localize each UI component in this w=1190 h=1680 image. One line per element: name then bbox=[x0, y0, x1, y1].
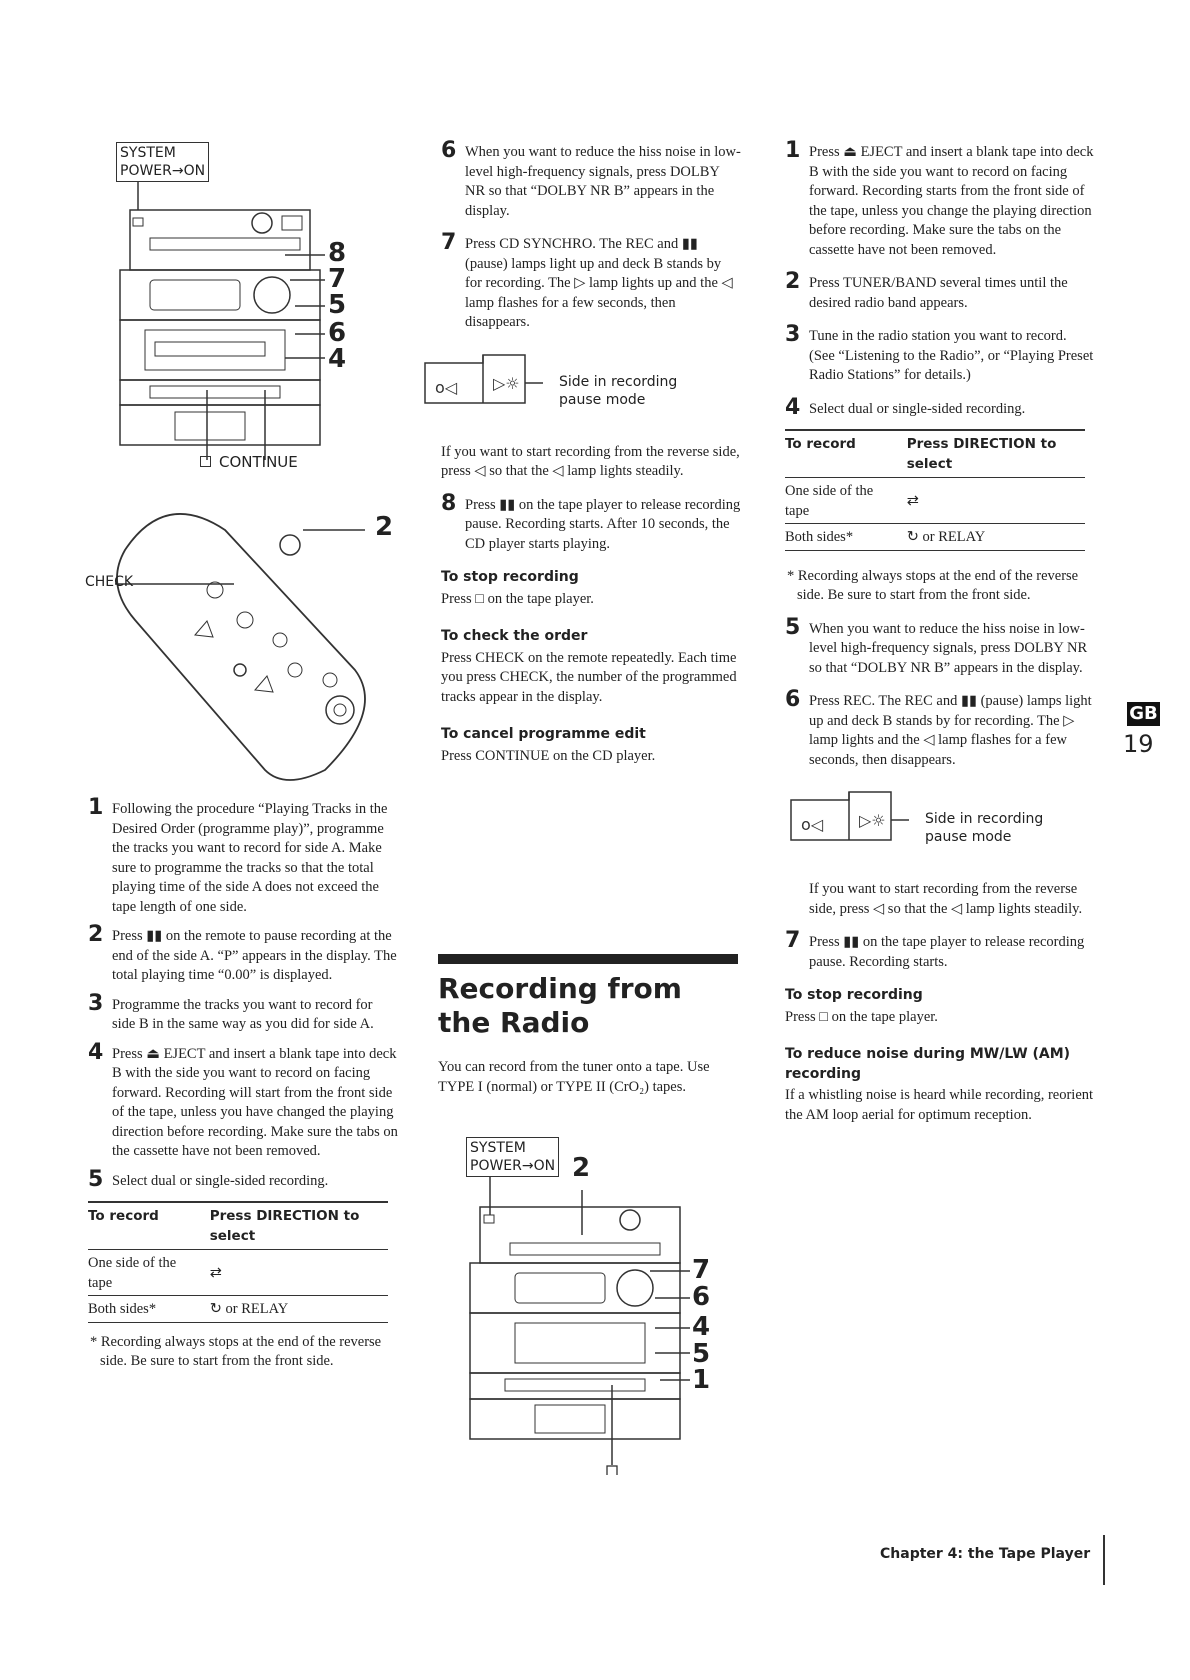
reduce-noise-text: If a whistling noise is heard while recording, reorient the AM loop aerial for optimum reception. bbox=[785, 1087, 1094, 1123]
step-text: Press TUNER/BAND several times until the desired radio band appears. bbox=[809, 275, 1068, 311]
pause-mode-label: Side in recording pause mode bbox=[559, 373, 678, 408]
table-header-direction: Press DIRECTION to select bbox=[192, 1202, 388, 1250]
right-step-4 bbox=[785, 394, 1095, 420]
page-number: 19 bbox=[1123, 730, 1154, 758]
step-text: Press REC. The REC and ▮▮ (pause) lamps light up and deck B stands by for recording. The ▷ lamp lights and the ◁ lamp flashes for a few seconds, then disappears. bbox=[809, 693, 1092, 768]
mid-step-6 bbox=[441, 138, 741, 221]
remote-diagram bbox=[85, 490, 395, 800]
step-number: 1 bbox=[88, 795, 104, 820]
step-number: 6 bbox=[785, 687, 801, 712]
mid-step-8 bbox=[441, 490, 741, 555]
table-row bbox=[88, 1296, 388, 1323]
step-text: Programme the tracks you want to record for side B in the same way as you did for side A. bbox=[112, 996, 374, 1032]
stop-recording-text: Press □ on the tape player. bbox=[785, 1008, 938, 1025]
step-text: Tune in the radio station you want to record. (See “Listening to the Radio”, or “Playing Preset Radio Stations” for details.) bbox=[809, 328, 1094, 383]
right-column bbox=[785, 138, 1095, 1125]
svg-text:o◁: o◁ bbox=[801, 815, 824, 834]
callout-4: 4 bbox=[328, 344, 347, 374]
right-step-3 bbox=[785, 322, 1095, 386]
step-number: 5 bbox=[88, 1166, 104, 1192]
table-row bbox=[785, 478, 1085, 524]
table-cell: ↻ or RELAY bbox=[192, 1296, 388, 1323]
continue-label: CONTINUE bbox=[200, 453, 298, 471]
step-text: Following the procedure “Playing Tracks in the Desired Order (programme play)”, programme the tracks you want to record for side A. Make sure to programme the tracks so that the total playing time of the side A does not exceed the tape length of one side. bbox=[112, 801, 388, 915]
lamp-illustration bbox=[789, 790, 919, 850]
callout-5: 5 bbox=[328, 290, 347, 320]
table-row bbox=[88, 1250, 388, 1296]
table-cell: ⇄ bbox=[889, 478, 1085, 524]
system-power-label: SYSTEM POWER→ON bbox=[116, 142, 209, 182]
callout-4: 4 bbox=[692, 1312, 711, 1342]
check-order-heading: To check the order bbox=[441, 628, 588, 644]
left-footnote: * Recording always stops at the end of the reverse side. Be sure to start from the front side. bbox=[90, 1333, 382, 1369]
step-text: Press CD SYNCHRO. The REC and ▮▮ (pause) lamps light up and deck B stands by for recording. The ▷ lamp lights up and the ◁ lamp flashes for a few seconds, then disappears. bbox=[465, 236, 733, 330]
svg-text:▷☼: ▷☼ bbox=[493, 373, 520, 393]
right-step-6 bbox=[785, 687, 1095, 770]
step-text: Press ▮▮ on the tape player to release recording pause. Recording starts. After 10 seconds, the CD player starts playing. bbox=[465, 496, 741, 552]
step-number: 6 bbox=[441, 138, 457, 163]
step-text: When you want to reduce the hiss noise in low-level high-frequency signals, press DOLBY NR so that “DOLBY NR B” appears in the display. bbox=[809, 620, 1088, 676]
left-column bbox=[88, 795, 398, 1382]
right-step-5 bbox=[785, 614, 1095, 679]
step-number: 4 bbox=[785, 394, 801, 420]
table-cell: Both sides* bbox=[785, 524, 889, 551]
step-text: Press ▮▮ on the remote to pause recording at the end of the side A. “P” appears in the display. The total playing time “0.00” is displayed. bbox=[112, 928, 397, 983]
left-step-3 bbox=[88, 990, 398, 1035]
callout-2: 2 bbox=[375, 512, 394, 542]
left-step-4 bbox=[88, 1039, 398, 1162]
right-footnote: * Recording always stops at the end of the reverse side. Be sure to start from the front side. bbox=[787, 567, 1079, 603]
stereo-unit-illustration bbox=[100, 130, 400, 470]
stereo-unit-diagram-top bbox=[100, 130, 400, 470]
reduce-noise-heading: To reduce noise during MW/LW (AM) recording bbox=[785, 1046, 1071, 1082]
left-step-5 bbox=[88, 1166, 398, 1192]
step-text: Press ⏏ EJECT and insert a blank tape into deck B with the side you want to record on facing forward. Recording will start from the front side of the tape, unless you have changed the playing direction before recording. Make sure the tabs on the cassette have not been removed. bbox=[112, 1045, 398, 1159]
language-tab: GB bbox=[1127, 702, 1160, 726]
svg-text:▷☼: ▷☼ bbox=[859, 811, 886, 830]
section-intro: You can record from the tuner onto a tape. Use TYPE I (normal) or TYPE II (CrO₂) tapes. bbox=[438, 1059, 710, 1095]
stop-square-icon bbox=[200, 456, 211, 467]
step-text: Press ⏏ EJECT and insert a blank tape into deck B with the side you want to record on facing forward. Recording starts from the front side of the tape, unless you change the playing direction before recording. Make sure the tabs on the cassette have not been removed. bbox=[809, 144, 1094, 258]
callout-1: 1 bbox=[692, 1365, 711, 1395]
lamp-diagram-right bbox=[785, 786, 1095, 872]
system-power-label: SYSTEM POWER→ON bbox=[466, 1137, 559, 1177]
step-number: 8 bbox=[441, 490, 457, 516]
step-text: Select dual or single-sided recording. bbox=[112, 1172, 329, 1189]
footer-rule bbox=[1103, 1535, 1105, 1585]
table-cell: One side of the tape bbox=[88, 1250, 192, 1296]
left-step-1 bbox=[88, 795, 398, 917]
step-number: 2 bbox=[88, 922, 104, 947]
lamp-diagram-mid bbox=[435, 349, 741, 435]
right-step-2 bbox=[785, 269, 1095, 313]
callout-7: 7 bbox=[692, 1255, 711, 1285]
table-cell: One side of the tape bbox=[785, 478, 889, 524]
step-number: 5 bbox=[785, 614, 801, 640]
check-label: CHECK bbox=[85, 574, 134, 590]
table-header-record: To record bbox=[88, 1202, 192, 1250]
left-direction-table bbox=[88, 1201, 388, 1323]
step-text: Press ▮▮ on the tape player to release recording pause. Recording starts. bbox=[809, 934, 1085, 970]
stereo-unit-diagram-bottom bbox=[460, 1135, 740, 1475]
right-step-7 bbox=[785, 928, 1095, 972]
mid-reverse-note: If you want to start recording from the reverse side, press ◁ so that the ◁ lamp lights steadily. bbox=[441, 443, 740, 479]
table-cell: ↻ or RELAY bbox=[889, 524, 1085, 551]
svg-text:o◁: o◁ bbox=[435, 377, 458, 397]
table-header-record: To record bbox=[785, 430, 889, 478]
step-number: 3 bbox=[785, 322, 801, 347]
right-direction-table bbox=[785, 429, 1085, 551]
lamp-illustration bbox=[423, 353, 553, 413]
cancel-edit-text: Press CONTINUE on the CD player. bbox=[441, 747, 656, 764]
middle-column bbox=[435, 138, 741, 766]
step-number: 4 bbox=[88, 1039, 104, 1065]
check-order-text: Press CHECK on the remote repeatedly. Each time you press CHECK, the number of the programmed tracks appear in the display. bbox=[441, 649, 737, 705]
table-cell: Both sides* bbox=[88, 1296, 192, 1323]
table-cell: ⇄ bbox=[192, 1250, 388, 1296]
left-step-2 bbox=[88, 922, 398, 986]
step-text: When you want to reduce the hiss noise in low-level high-frequency signals, press DOLBY NR so that “DOLBY NR B” appears in the display. bbox=[465, 144, 741, 219]
stop-recording-heading: To stop recording bbox=[785, 987, 923, 1003]
stop-recording-heading: To stop recording bbox=[441, 569, 579, 585]
right-step-1 bbox=[785, 138, 1095, 260]
callout-2: 2 bbox=[572, 1153, 591, 1183]
callout-6: 6 bbox=[692, 1282, 711, 1312]
step-number: 7 bbox=[441, 230, 457, 255]
step-text: Select dual or single-sided recording. bbox=[809, 400, 1026, 417]
step-number: 3 bbox=[88, 990, 104, 1016]
callout-8: 8 bbox=[328, 238, 347, 268]
table-header-direction: Press DIRECTION to select bbox=[889, 430, 1085, 478]
step-number: 1 bbox=[785, 138, 801, 163]
section-heading: Recording from the Radio bbox=[438, 972, 682, 1039]
step-number: 2 bbox=[785, 269, 801, 294]
remote-illustration bbox=[85, 490, 395, 800]
callout-6: 6 bbox=[328, 318, 347, 348]
step-number: 7 bbox=[785, 928, 801, 953]
cancel-edit-heading: To cancel programme edit bbox=[441, 726, 646, 742]
right-reverse-note: If you want to start recording from the reverse side, press ◁ so that the ◁ lamp lights steadily. bbox=[809, 881, 1083, 917]
callout-5: 5 bbox=[692, 1339, 711, 1369]
stop-recording-text: Press □ on the tape player. bbox=[441, 590, 594, 607]
table-row bbox=[785, 524, 1085, 551]
mid-step-7 bbox=[441, 230, 741, 333]
callout-7: 7 bbox=[328, 264, 347, 294]
chapter-footer: Chapter 4: the Tape Player bbox=[880, 1546, 1091, 1562]
pause-mode-label: Side in recording pause mode bbox=[925, 811, 1044, 845]
section-rule bbox=[438, 954, 738, 964]
